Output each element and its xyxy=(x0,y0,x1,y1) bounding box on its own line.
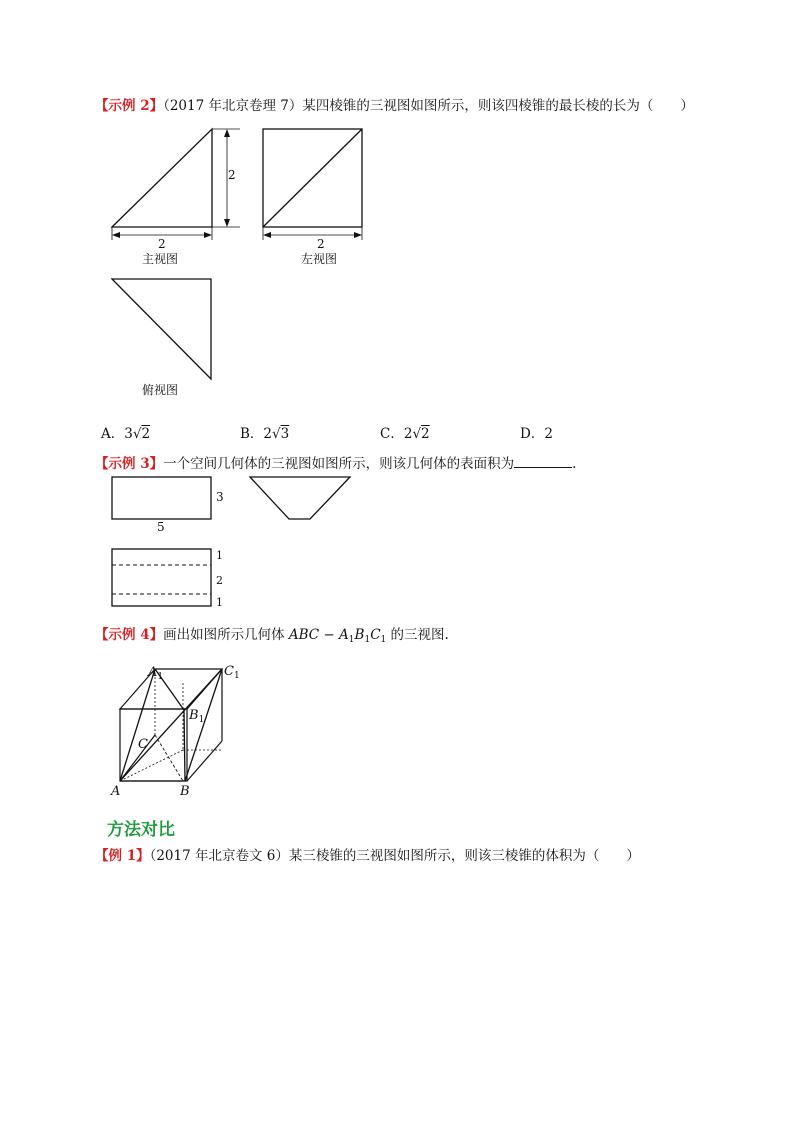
side-view-figure xyxy=(255,120,385,270)
example-1-tag: 【例 1】 xyxy=(95,848,150,864)
front-height-label: 2 xyxy=(228,168,236,182)
example-2-question xyxy=(95,97,694,115)
svg-text:1: 1 xyxy=(216,549,223,562)
example-4-tag: 【示例 4】 xyxy=(95,627,164,643)
example-1-text: （2017 年北京卷文 6）某三棱锥的三视图如图所示，则该三棱锥的体积为（ ） xyxy=(149,848,640,864)
example-3-tag: 【示例 3】 xyxy=(95,456,164,472)
ex3-width-label: 5 xyxy=(157,520,165,534)
ex3-height-label: 3 xyxy=(216,490,224,504)
example-2-text: （2017 年北京卷理 7）某四棱锥的三视图如图所示，则该四棱锥的最长棱的长为（ ） xyxy=(163,98,694,114)
side-width-label: 2 xyxy=(317,237,325,251)
option-b[interactable]: B．2√3 xyxy=(240,426,290,442)
top-view-label: 俯视图 xyxy=(142,383,179,397)
cube-figure xyxy=(105,655,265,805)
example-3-question: 【示例 3】一个空间几何体的三视图如图所示，则该几何体的表面积为 . xyxy=(95,453,576,473)
example-3-text: 一个空间几何体的三视图如图所示，则该几何体的表面积为 xyxy=(163,456,515,472)
example-2-tag: 【示例 2】 xyxy=(95,98,164,114)
front-view-figure xyxy=(105,120,255,270)
vertex-c1: $C_1$ xyxy=(224,664,240,681)
option-d[interactable]: D．2 xyxy=(520,426,553,442)
svg-text:2: 2 xyxy=(216,574,223,587)
answer-blank[interactable] xyxy=(514,453,572,468)
option-c[interactable]: C．2√2 xyxy=(380,426,430,442)
example-4-question: 【示例 4】画出如图所示几何体 ABC − $A_1B_1C_1$ 的三视图. xyxy=(95,627,449,645)
vertex-c: C xyxy=(138,737,148,752)
vertex-b1: $B_1$ xyxy=(189,708,205,725)
section-heading: 方法对比 xyxy=(107,820,175,840)
ex3-front-rect xyxy=(112,477,211,519)
vertex-a1: $A_1$ xyxy=(148,665,164,682)
example-3-views xyxy=(105,470,375,615)
option-a[interactable]: A．3√2 xyxy=(101,426,151,442)
top-view-figure xyxy=(105,270,235,400)
side-view-label: 左视图 xyxy=(301,252,338,266)
ex3-trapezoid xyxy=(250,477,350,519)
ex3-top-rect xyxy=(112,549,211,606)
front-view-label: 主视图 xyxy=(142,252,179,266)
example-1-question xyxy=(95,847,640,865)
vertex-b: B xyxy=(180,784,190,799)
vertex-a: A xyxy=(111,784,121,799)
front-width-label: 2 xyxy=(158,237,166,251)
svg-text:1: 1 xyxy=(216,596,223,609)
